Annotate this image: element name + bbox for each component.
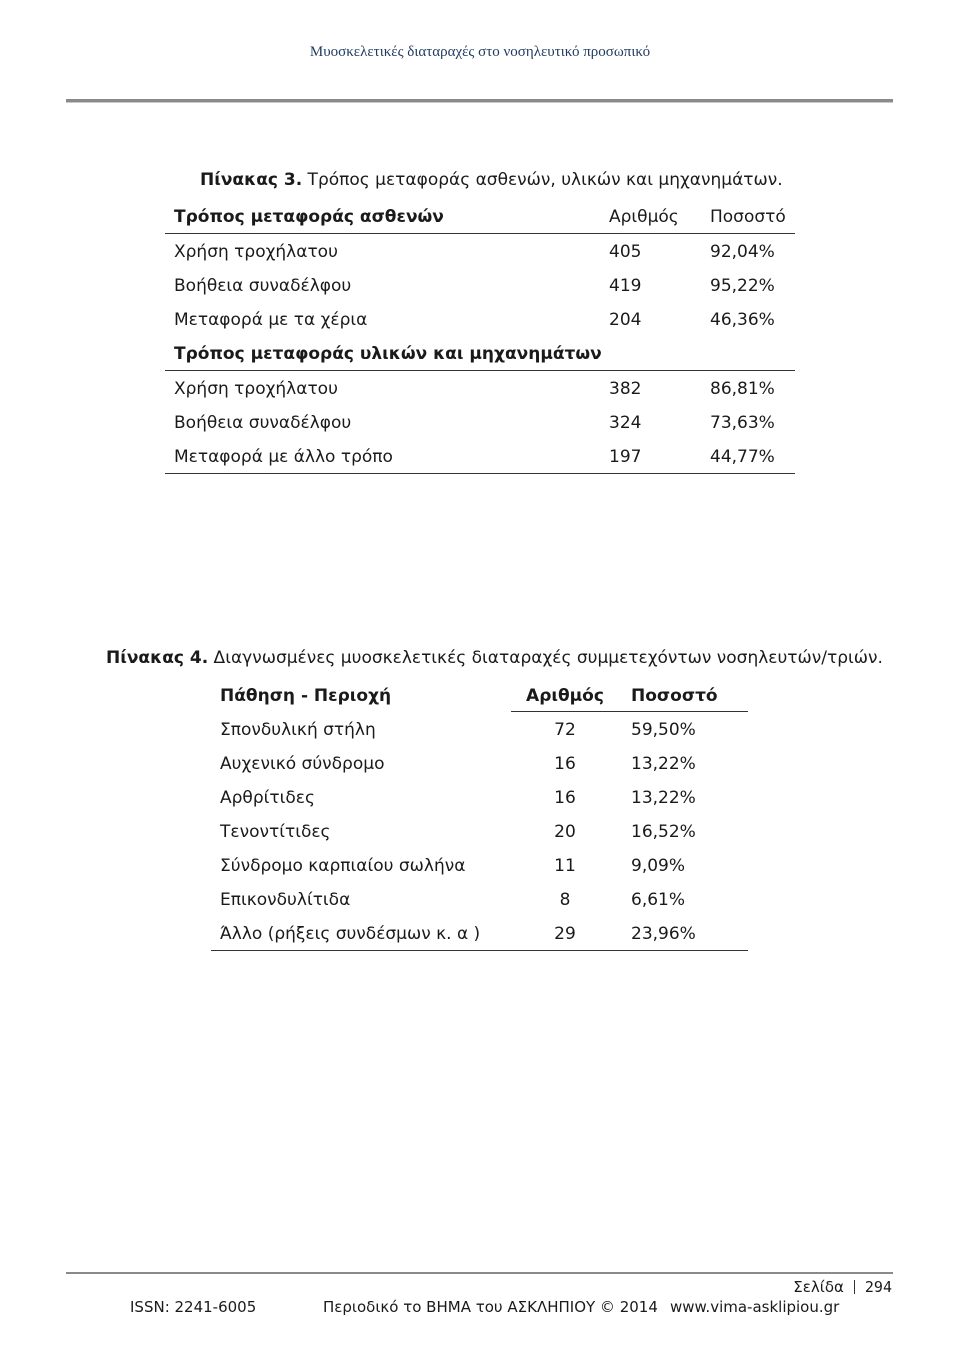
row-percent: 16,52% <box>631 822 696 842</box>
row-number: 16 <box>554 754 576 774</box>
row-percent: 23,96% <box>631 924 696 944</box>
footer-divider <box>66 1272 893 1274</box>
row-label: Βοήθεια συναδέλφου <box>174 276 352 296</box>
page-label: Σελίδα <box>793 1278 844 1296</box>
table-row <box>165 371 795 405</box>
table-row <box>165 268 795 302</box>
table4-header-number: Αριθμός <box>526 686 604 706</box>
row-number: 419 <box>609 276 642 296</box>
row-label: Βοήθεια συναδέλφου <box>174 413 352 433</box>
row-number: 204 <box>609 310 642 330</box>
row-label: Αυχενικό σύνδρομο <box>220 754 385 774</box>
row-number: 324 <box>609 413 642 433</box>
table4 <box>211 678 748 951</box>
table3-header-label: Τρόπος μεταφοράς ασθενών <box>174 207 444 227</box>
row-label: Χρήση τροχήλατου <box>174 379 338 399</box>
page-number-block <box>793 1278 892 1296</box>
row-label: Χρήση τροχήλατου <box>174 242 338 262</box>
table-row <box>165 439 795 474</box>
table4-header-percent: Ποσοστό <box>631 686 718 706</box>
footer-url: www.vima-asklipiou.gr <box>670 1298 840 1316</box>
row-label: Άλλο (ρήξεις συνδέσμων κ. α ) <box>220 924 481 944</box>
table3-section-row <box>165 336 795 371</box>
row-percent: 13,22% <box>631 788 696 808</box>
row-percent: 6,61% <box>631 890 686 910</box>
table3 <box>165 199 795 474</box>
table3-caption-text: Τρόπος μεταφοράς ασθενών, υλικών και μηχανημάτων. <box>302 170 783 190</box>
row-percent: 13,22% <box>631 754 696 774</box>
table3-header-row <box>165 199 795 234</box>
table3-caption-label: Πίνακας 3. <box>200 170 303 190</box>
table-row <box>211 712 748 746</box>
table3-header-number: Αριθμός <box>609 207 679 227</box>
row-label: Σύνδρομο καρπιαίου σωλήνα <box>220 856 466 876</box>
table-row <box>211 780 748 814</box>
row-percent: 46,36% <box>710 310 775 330</box>
table3-caption <box>200 170 783 190</box>
row-percent: 95,22% <box>710 276 775 296</box>
table4-caption-text: Διαγνωσμένες μυοσκελετικές διαταραχές συμμετεχόντων νοσηλευτών/τριών. <box>208 648 883 668</box>
table4-header-row <box>211 678 748 712</box>
row-percent: 9,09% <box>631 856 686 876</box>
row-percent: 73,63% <box>710 413 775 433</box>
row-label: Επικονδυλίτιδα <box>220 890 351 910</box>
table-row <box>165 405 795 439</box>
table4-caption <box>106 648 883 668</box>
row-label: Μεταφορά με άλλο τρόπο <box>174 447 393 467</box>
row-percent: 92,04% <box>710 242 775 262</box>
row-percent: 59,50% <box>631 720 696 740</box>
running-header-title: Μυοσκελετικές διαταραχές στο νοσηλευτικό προσωπικό <box>309 44 651 60</box>
row-label: Σπονδυλική στήλη <box>220 720 376 740</box>
row-percent: 44,77% <box>710 447 775 467</box>
page-number: 294 <box>864 1278 892 1296</box>
header-divider <box>66 99 893 103</box>
table-row <box>211 882 748 916</box>
table4-caption-label: Πίνακας 4. <box>106 648 209 668</box>
row-number: 11 <box>554 856 576 876</box>
table3-header-percent: Ποσοστό <box>710 207 786 227</box>
row-number: 197 <box>609 447 642 467</box>
table-row <box>165 302 795 336</box>
row-label: Αρθρίτιδες <box>220 788 315 808</box>
row-label: Τενοντίτιδες <box>220 822 331 842</box>
footer-issn: ISSN: 2241-6005 <box>130 1298 257 1316</box>
row-number: 29 <box>554 924 576 944</box>
row-number: 72 <box>554 720 576 740</box>
row-number: 382 <box>609 379 642 399</box>
row-number: 20 <box>554 822 576 842</box>
table4-header-label: Πάθηση - Περιοχή <box>220 686 392 706</box>
row-number: 405 <box>609 242 642 262</box>
table-row <box>165 234 795 268</box>
table-row <box>211 848 748 882</box>
row-percent: 86,81% <box>710 379 775 399</box>
footer-journal: Περιοδικό το ΒΗΜΑ του ΑΣΚΛΗΠΙΟΥ © 2014 <box>323 1298 658 1316</box>
table-row <box>211 814 748 848</box>
row-number: 8 <box>559 890 571 910</box>
table-row <box>211 746 748 780</box>
table3-section-label: Τρόπος μεταφοράς υλικών και μηχανημάτων <box>174 344 602 364</box>
row-number: 16 <box>554 788 576 808</box>
table-row <box>211 916 748 951</box>
page-separator <box>854 1280 855 1294</box>
row-label: Μεταφορά με τα χέρια <box>174 310 368 330</box>
